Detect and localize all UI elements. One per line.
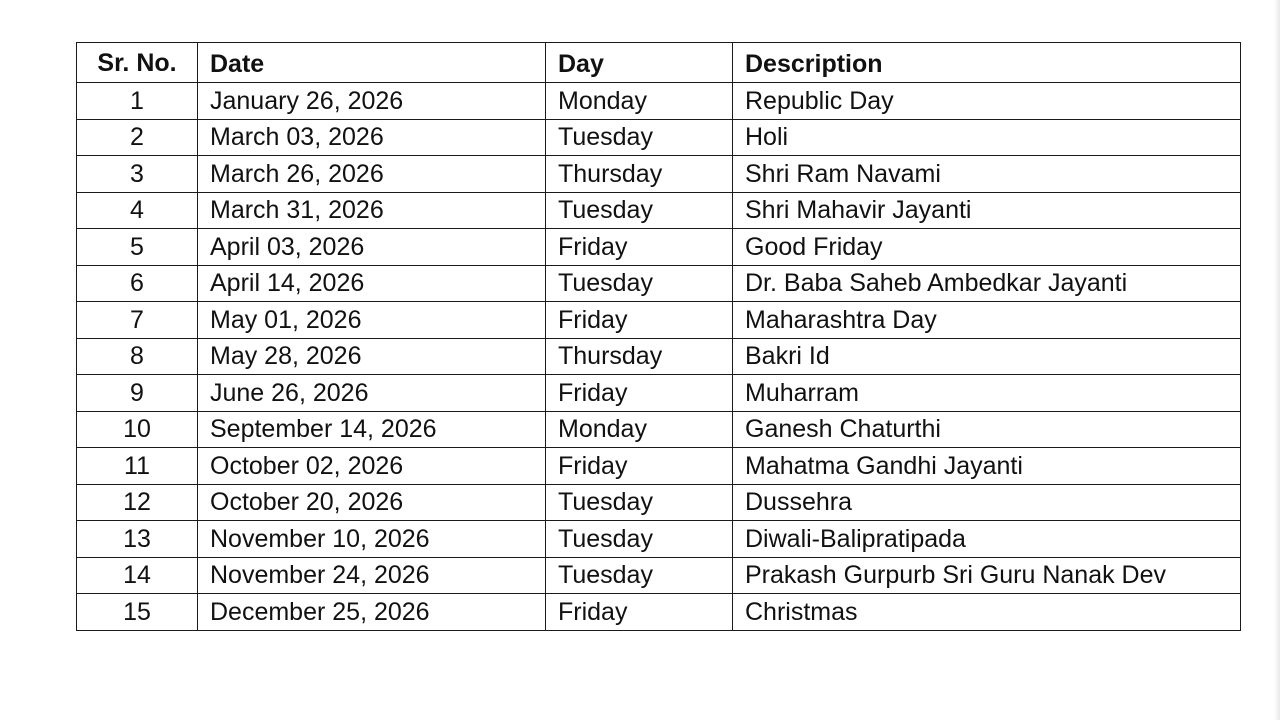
cell-description: Shri Mahavir Jayanti: [733, 192, 1241, 229]
header-sr-no: Sr. No.: [77, 43, 198, 83]
cell-date: March 03, 2026: [198, 119, 546, 156]
cell-date: December 25, 2026: [198, 594, 546, 631]
cell-description: Prakash Gurpurb Sri Guru Nanak Dev: [733, 557, 1241, 594]
cell-sr-no: 15: [77, 594, 198, 631]
header-date: Date: [198, 43, 546, 83]
cell-date: October 02, 2026: [198, 448, 546, 485]
cell-sr-no: 13: [77, 521, 198, 558]
cell-day: Tuesday: [546, 484, 733, 521]
table-header: [77, 43, 1241, 83]
cell-description: Muharram: [733, 375, 1241, 412]
cell-sr-no: 2: [77, 119, 198, 156]
cell-sr-no: 10: [77, 411, 198, 448]
table-row: [77, 411, 1241, 448]
cell-sr-no: 6: [77, 265, 198, 302]
cell-sr-no: 12: [77, 484, 198, 521]
cell-date: November 10, 2026: [198, 521, 546, 558]
cell-day: Tuesday: [546, 521, 733, 558]
cell-description: Dussehra: [733, 484, 1241, 521]
header-row: [77, 43, 1241, 83]
cell-date: April 03, 2026: [198, 229, 546, 266]
cell-date: March 26, 2026: [198, 156, 546, 193]
cell-day: Tuesday: [546, 557, 733, 594]
cell-sr-no: 5: [77, 229, 198, 266]
cell-sr-no: 1: [77, 83, 198, 120]
cell-description: Shri Ram Navami: [733, 156, 1241, 193]
cell-day: Thursday: [546, 338, 733, 375]
cell-day: Monday: [546, 411, 733, 448]
cell-description: Mahatma Gandhi Jayanti: [733, 448, 1241, 485]
cell-day: Tuesday: [546, 265, 733, 302]
cell-date: June 26, 2026: [198, 375, 546, 412]
header-description: Description: [733, 43, 1241, 83]
window-edge: [1274, 0, 1280, 720]
cell-date: October 20, 2026: [198, 484, 546, 521]
cell-day: Friday: [546, 229, 733, 266]
cell-day: Tuesday: [546, 192, 733, 229]
table-row: [77, 338, 1241, 375]
table-row: [77, 302, 1241, 339]
cell-description: Holi: [733, 119, 1241, 156]
cell-day: Thursday: [546, 156, 733, 193]
cell-description: Maharashtra Day: [733, 302, 1241, 339]
cell-date: September 14, 2026: [198, 411, 546, 448]
table-row: [77, 265, 1241, 302]
cell-date: November 24, 2026: [198, 557, 546, 594]
cell-date: May 28, 2026: [198, 338, 546, 375]
table-row: [77, 83, 1241, 120]
cell-day: Friday: [546, 594, 733, 631]
table-row: [77, 156, 1241, 193]
cell-sr-no: 9: [77, 375, 198, 412]
table-row: [77, 594, 1241, 631]
cell-description: Ganesh Chaturthi: [733, 411, 1241, 448]
cell-sr-no: 7: [77, 302, 198, 339]
table-row: [77, 557, 1241, 594]
table-row: [77, 229, 1241, 266]
cell-day: Friday: [546, 375, 733, 412]
holiday-table: [76, 42, 1241, 631]
cell-day: Friday: [546, 448, 733, 485]
cell-day: Friday: [546, 302, 733, 339]
cell-description: Diwali-Balipratipada: [733, 521, 1241, 558]
cell-description: Christmas: [733, 594, 1241, 631]
table-row: [77, 448, 1241, 485]
cell-day: Tuesday: [546, 119, 733, 156]
cell-description: Dr. Baba Saheb Ambedkar Jayanti: [733, 265, 1241, 302]
cell-description: Good Friday: [733, 229, 1241, 266]
table-row: [77, 521, 1241, 558]
cell-sr-no: 4: [77, 192, 198, 229]
cell-date: May 01, 2026: [198, 302, 546, 339]
cell-date: January 26, 2026: [198, 83, 546, 120]
cell-date: March 31, 2026: [198, 192, 546, 229]
cell-day: Monday: [546, 83, 733, 120]
cell-description: Bakri Id: [733, 338, 1241, 375]
table-body: [77, 83, 1241, 631]
cell-sr-no: 14: [77, 557, 198, 594]
cell-sr-no: 11: [77, 448, 198, 485]
table-row: [77, 192, 1241, 229]
cell-description: Republic Day: [733, 83, 1241, 120]
table-row: [77, 484, 1241, 521]
cell-date: April 14, 2026: [198, 265, 546, 302]
cell-sr-no: 3: [77, 156, 198, 193]
table-row: [77, 119, 1241, 156]
cell-sr-no: 8: [77, 338, 198, 375]
table-row: [77, 375, 1241, 412]
header-day: Day: [546, 43, 733, 83]
